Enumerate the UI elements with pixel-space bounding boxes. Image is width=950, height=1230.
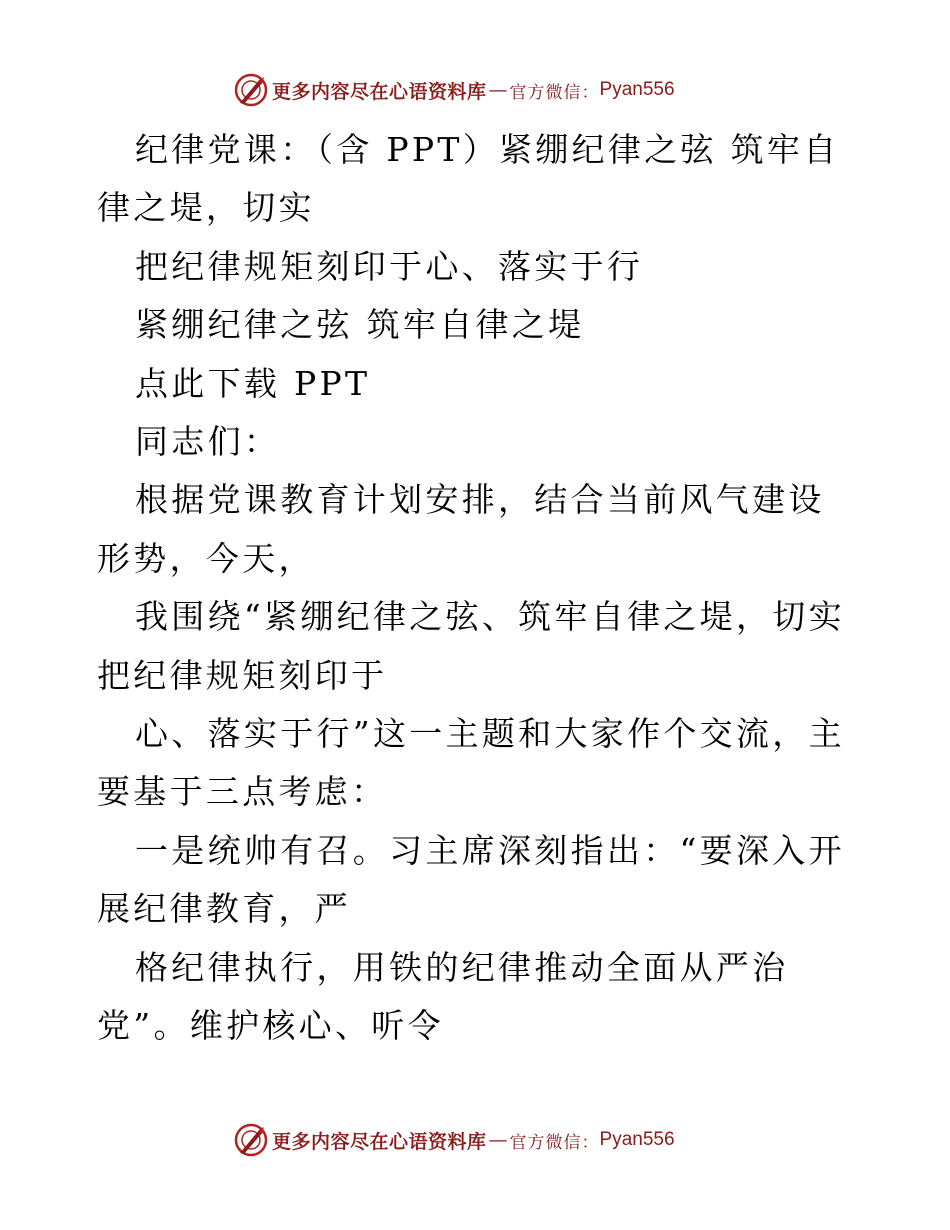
watermark-site-text: 更多内容尽在心语资料库 [272,1130,487,1153]
download-ppt-link[interactable]: 点此下载 PPT [135,363,371,403]
paragraph-heading: 紧绷纪律之弦 筑牢自律之堤 [135,305,585,345]
paragraph-body: 一是统帅有召。习主席深刻指出：“要深入开展纪律教育，严 [97,830,845,929]
paragraph-body: 格纪律执行，用铁的纪律推动全面从严治党”。维护核心、听令 [97,947,789,1046]
document-body [97,121,857,1056]
watermark-official-label: 官方微信： [509,82,600,103]
paragraph-salutation: 同志们： [135,422,281,462]
header-watermark [234,72,754,108]
footer-watermark [234,1122,754,1158]
paragraph-body: 根据党课教育计划安排，结合当前风气建设形势，今天， [97,480,825,578]
paragraph-subtitle: 把纪律规矩刻印于心、落实于行 [135,246,644,286]
paragraph-body: 心、落实于行”这一主题和大家作个交流，主要基于三点考虑： [97,714,845,812]
quill-logo-icon [234,73,268,107]
watermark-site-text: 更多内容尽在心语资料库 [272,80,487,103]
paragraph-title: 纪律党课：（含 PPT）紧绷纪律之弦 筑牢自律之堤，切实 [97,130,840,228]
quill-logo-icon [234,1123,268,1157]
watermark-dash: — [488,1129,508,1151]
paragraph-body: 我围绕“紧绷纪律之弦、筑牢自律之堤，切实把纪律规矩刻印于 [97,597,845,695]
watermark-official-label: 官方微信： [509,1132,600,1153]
watermark-dash: — [488,79,508,101]
watermark-wechat-id: Pyan556 [599,79,675,100]
watermark-wechat-id: Pyan556 [599,1129,675,1150]
